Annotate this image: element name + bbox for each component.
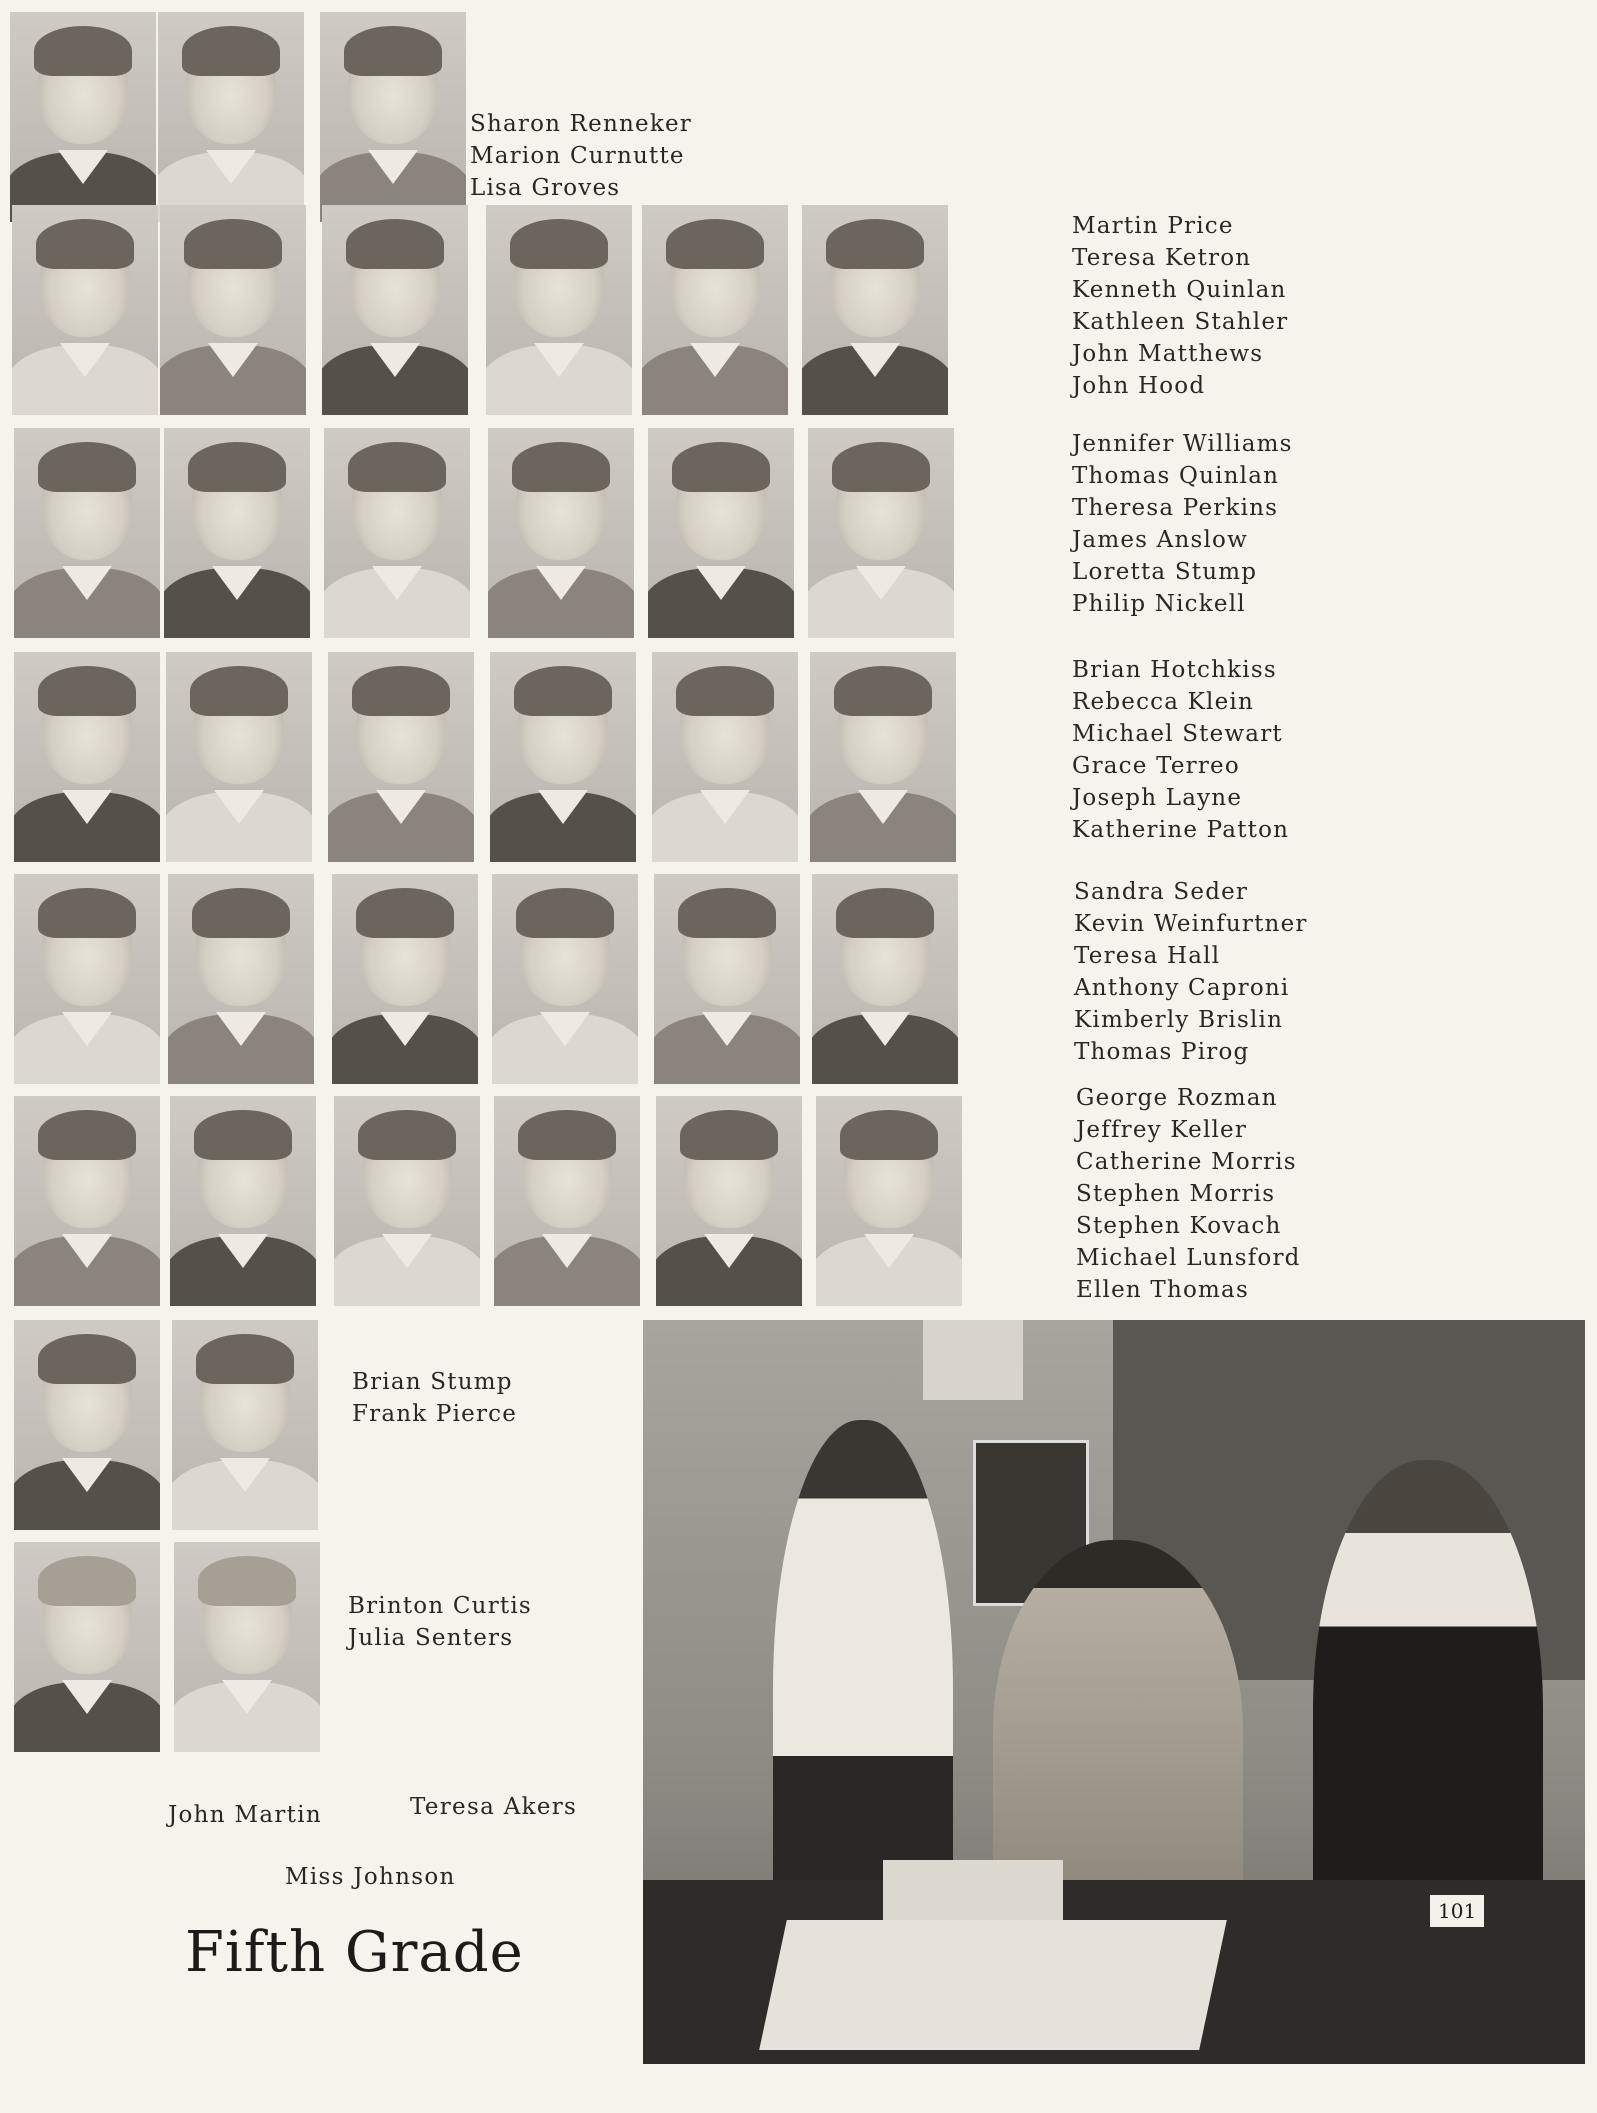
student-portrait (14, 1096, 160, 1306)
student-name: George Rozman (1076, 1085, 1278, 1111)
student-portrait (654, 874, 800, 1084)
student-portrait (172, 1320, 318, 1530)
name-list-row-5 (1074, 876, 1308, 1068)
name-list-row-8 (348, 1590, 532, 1654)
student-name: Thomas Pirog (1074, 1039, 1250, 1065)
student-portrait (656, 1096, 802, 1306)
student-name: Kevin Weinfurtner (1074, 911, 1308, 937)
student-portrait (652, 652, 798, 862)
student-name: Kenneth Quinlan (1072, 277, 1287, 303)
student-portrait (174, 1542, 320, 1752)
student-portrait (324, 428, 470, 638)
caption-teresa-akers: Teresa Akers (410, 1794, 578, 1820)
student-portrait (160, 205, 306, 415)
student-portrait (10, 12, 156, 222)
student-portrait (14, 652, 160, 862)
student-name: Thomas Quinlan (1072, 463, 1280, 489)
student-name: Stephen Kovach (1076, 1213, 1282, 1239)
student-name: Teresa Ketron (1072, 245, 1252, 271)
student-name: Grace Terreo (1072, 753, 1240, 779)
student-name: Teresa Hall (1074, 943, 1221, 969)
name-list-row-1 (470, 108, 692, 204)
student-name: Philip Nickell (1072, 591, 1246, 617)
student-name: John Matthews (1072, 341, 1264, 367)
student-name: Jennifer Williams (1072, 431, 1293, 457)
student-name: Jeffrey Keller (1076, 1117, 1248, 1143)
page-title: Fifth Grade (185, 1920, 524, 1985)
student-name: Kimberly Brislin (1074, 1007, 1284, 1033)
student-name: Michael Lunsford (1076, 1245, 1301, 1271)
student-portrait (332, 874, 478, 1084)
student-portrait (168, 874, 314, 1084)
student-portrait (12, 205, 158, 415)
student-portrait (322, 205, 468, 415)
student-name: Frank Pierce (352, 1401, 518, 1427)
student-portrait (14, 874, 160, 1084)
student-name: Anthony Caproni (1074, 975, 1290, 1001)
student-portrait (328, 652, 474, 862)
student-portrait (810, 652, 956, 862)
student-name: John Hood (1072, 373, 1206, 399)
student-portrait (648, 428, 794, 638)
open-binder (883, 1860, 1063, 1920)
student-name: Loretta Stump (1072, 559, 1258, 585)
student-name: Sharon Renneker (470, 111, 692, 137)
student-name: Brian Stump (352, 1369, 513, 1395)
student-name: Rebecca Klein (1072, 689, 1254, 715)
student-portrait (488, 428, 634, 638)
student-portrait (492, 874, 638, 1084)
student-portrait (320, 12, 466, 222)
student-name: Stephen Morris (1076, 1181, 1276, 1207)
student-name: Catherine Morris (1076, 1149, 1297, 1175)
student-name: Brian Hotchkiss (1072, 657, 1277, 683)
classroom-photo (643, 1320, 1585, 2064)
bulletin-notice (923, 1320, 1023, 1400)
student-portrait (642, 205, 788, 415)
student-name: Julia Senters (348, 1625, 514, 1651)
name-list-row-4 (1072, 654, 1289, 846)
student-portrait (802, 205, 948, 415)
page-number: 101 (1430, 1895, 1484, 1927)
student-portrait (490, 652, 636, 862)
student-name: Ellen Thomas (1076, 1277, 1249, 1303)
name-list-row-3 (1072, 428, 1293, 620)
student-portrait (14, 428, 160, 638)
student-portrait (164, 428, 310, 638)
name-list-row-6 (1076, 1082, 1301, 1306)
student-name: Martin Price (1072, 213, 1234, 239)
student-portrait (14, 1320, 160, 1530)
student-name: Michael Stewart (1072, 721, 1283, 747)
student-name: Marion Curnutte (470, 143, 685, 169)
student-name: Joseph Layne (1072, 785, 1243, 811)
name-list-row-2 (1072, 210, 1288, 402)
student-portrait (494, 1096, 640, 1306)
desk-papers (759, 1920, 1227, 2050)
student-portrait (166, 652, 312, 862)
caption-teacher: Miss Johnson (285, 1864, 456, 1890)
student-portrait (170, 1096, 316, 1306)
student-portrait (816, 1096, 962, 1306)
student-portrait (14, 1542, 160, 1752)
student-portrait (158, 12, 304, 222)
student-name: Theresa Perkins (1072, 495, 1279, 521)
student-portrait (486, 205, 632, 415)
student-name: Katherine Patton (1072, 817, 1290, 843)
student-portrait (334, 1096, 480, 1306)
student-name: Brinton Curtis (348, 1593, 532, 1619)
student-name: James Anslow (1072, 527, 1248, 553)
name-list-row-7 (352, 1366, 517, 1430)
student-name: Sandra Seder (1074, 879, 1249, 905)
student-portrait (812, 874, 958, 1084)
student-name: Lisa Groves (470, 175, 621, 201)
student-portrait (808, 428, 954, 638)
student-name: Kathleen Stahler (1072, 309, 1289, 335)
caption-john-martin: John Martin (168, 1802, 322, 1828)
